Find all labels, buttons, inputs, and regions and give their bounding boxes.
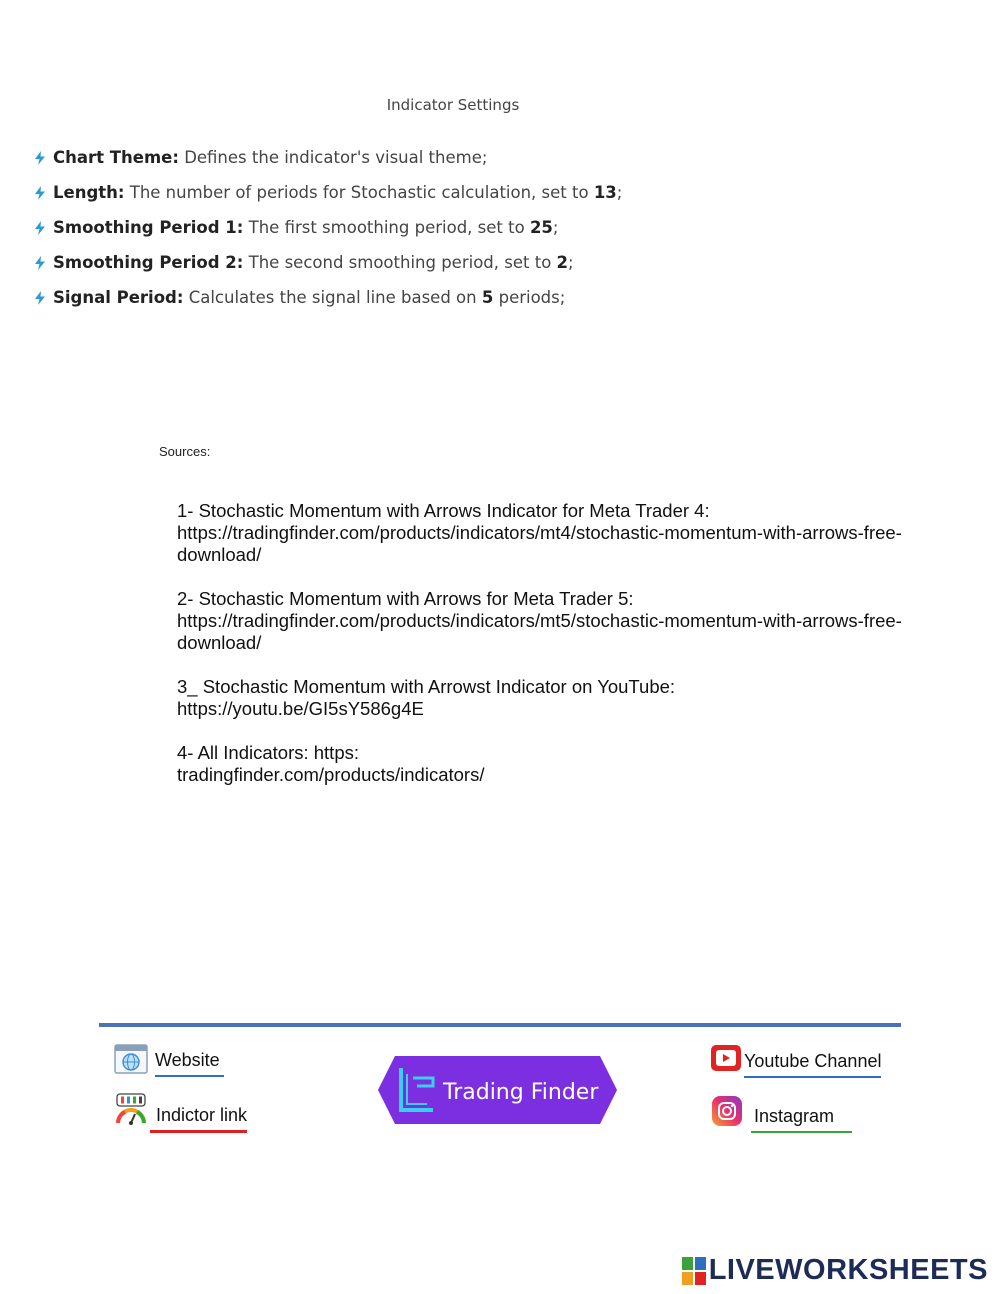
setting-suffix: ; (616, 183, 623, 202)
source-url[interactable]: https://tradingfinder.com/products/indicators/mt4/stochastic-momentum-with-arrows-free- (177, 522, 902, 543)
setting-item (34, 280, 622, 315)
setting-suffix: ; (552, 218, 559, 237)
setting-label: Smoothing Period 1: (53, 218, 244, 237)
instagram-icon (711, 1095, 743, 1127)
setting-description: The number of periods for Stochastic calculation, set to (129, 183, 589, 202)
setting-suffix: periods; (498, 288, 566, 307)
bolt-icon (34, 256, 46, 270)
setting-item (34, 175, 622, 210)
setting-value: 13 (593, 183, 617, 202)
source-entry (177, 676, 977, 720)
setting-label: Smoothing Period 2: (53, 253, 244, 272)
bolt-icon (34, 151, 46, 165)
setting-label: Chart Theme: (53, 148, 179, 167)
liveworksheets-watermark (682, 1254, 988, 1287)
source-url[interactable]: tradingfinder.com/products/indicators/ (177, 764, 485, 785)
settings-list (34, 140, 622, 315)
youtube-link[interactable]: Youtube Channel (744, 1051, 881, 1078)
setting-description: Defines the indicator's visual theme; (184, 148, 488, 167)
setting-item (34, 210, 622, 245)
liveworksheets-logo-icon (682, 1257, 706, 1285)
bolt-icon (34, 221, 46, 235)
source-entry (177, 742, 977, 786)
setting-description: The second smoothing period, set to (248, 253, 552, 272)
source-title: 4- All Indicators: https: (177, 742, 360, 763)
source-url-continued[interactable]: download/ (177, 544, 262, 565)
setting-description: The first smoothing period, set to (248, 218, 525, 237)
gauge-indicator-icon (115, 1092, 147, 1126)
browser-globe-icon (114, 1044, 148, 1074)
setting-item (34, 245, 622, 280)
source-title: 1- Stochastic Momentum with Arrows Indicator for Meta Trader 4: (177, 500, 710, 521)
footer-divider (99, 1023, 901, 1027)
setting-label: Length: (53, 183, 125, 202)
watermark-text: LIVEWORKSHEETS (708, 1254, 988, 1286)
bolt-icon (34, 186, 46, 200)
website-link[interactable]: Website (155, 1050, 224, 1077)
source-title: 2- Stochastic Momentum with Arrows for Meta Trader 5: (177, 588, 634, 609)
sources-list (177, 500, 977, 808)
setting-label: Signal Period: (53, 288, 184, 307)
setting-value: 5 (481, 288, 494, 307)
bolt-icon (34, 291, 46, 305)
setting-value: 25 (529, 218, 553, 237)
youtube-icon (710, 1044, 742, 1072)
source-url[interactable]: https://tradingfinder.com/products/indicators/mt5/stochastic-momentum-with-arrows-free- (177, 610, 902, 631)
source-url-continued[interactable]: download/ (177, 632, 262, 653)
logo-text: Trading Finder (443, 1080, 599, 1105)
setting-suffix: ; (568, 253, 574, 272)
source-title: 3_ Stochastic Momentum with Arrowst Indicator on YouTube: (177, 676, 676, 697)
setting-item (34, 140, 622, 175)
indicator-link[interactable]: Indictor link (150, 1105, 247, 1133)
source-url[interactable]: https://youtu.be/GI5sY586g4E (177, 698, 424, 719)
setting-description: Calculates the signal line based on (188, 288, 477, 307)
trading-finder-logo[interactable] (377, 1054, 618, 1126)
sources-label: Sources: (159, 444, 211, 459)
source-entry (177, 588, 977, 654)
setting-value: 2 (556, 253, 569, 272)
page-title: Indicator Settings (386, 96, 520, 114)
source-entry (177, 500, 977, 566)
instagram-link[interactable]: Instagram (751, 1106, 852, 1133)
